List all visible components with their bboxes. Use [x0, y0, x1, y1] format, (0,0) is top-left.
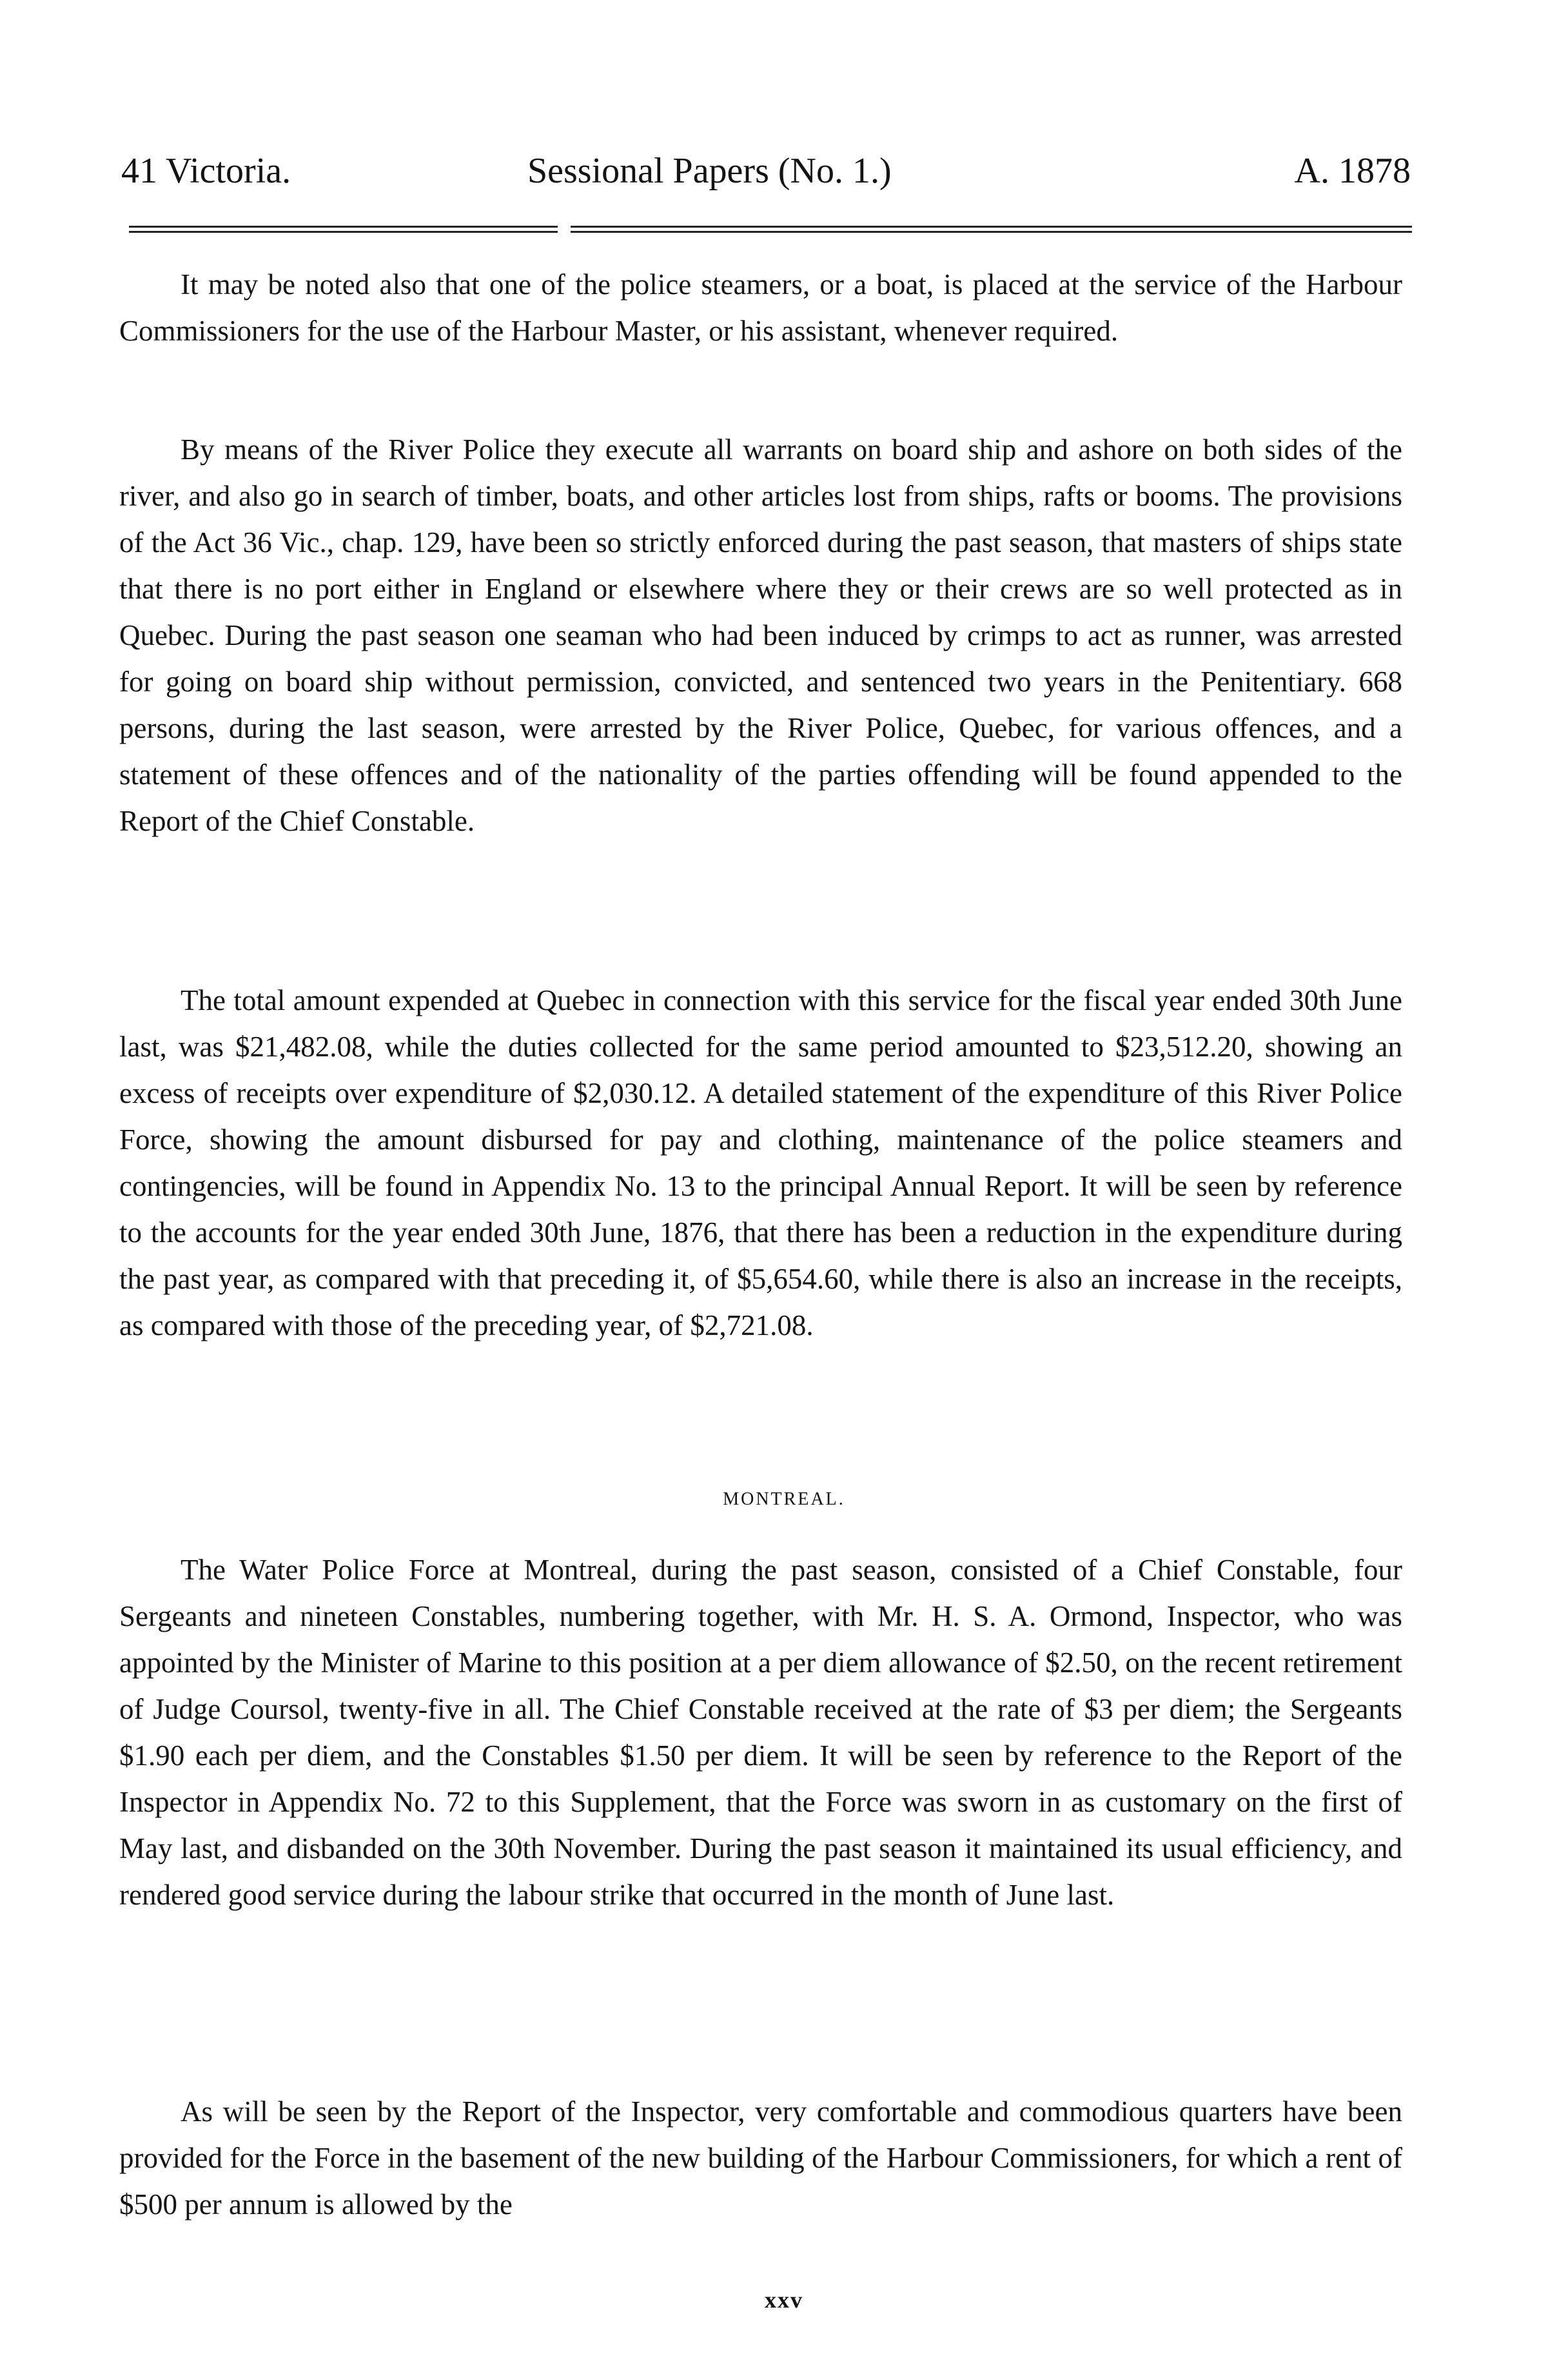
rule-segment-right: [571, 226, 1412, 228]
header-volume: 41 Victoria.: [121, 151, 291, 191]
header-title: Sessional Papers (No. 1.): [527, 151, 892, 191]
section-heading-montreal: MONTREAL.: [723, 1489, 845, 1509]
paragraph-expenditure: The total amount expended at Quebec in connection with this service for the fiscal year ended 30th June last, was $21,482.08, while the duties collected for the same period amounted to $23,512.20, showing an excess of receipts over expenditure of $2,030.12. A detailed statement of the expenditure of this River Police Force, showing the amount disbursed for pay and clothing, maintenance of the police steamers and contingencies, will be found in Appendix No. 13 to the principal Annual Report. It will be seen by reference to the accounts for the year ended 30th June, 1876, that there has been a reduction in the expenditure during the past year, as compared with that preceding it, of $5,654.60, while there is also an increase in the receipts, as compared with those of the preceding year, of $2,721.08.: [119, 984, 1402, 1341]
header-rule: [129, 226, 1412, 235]
page-number: xxv: [765, 2287, 803, 2313]
rule-segment-left-lower: [129, 231, 558, 233]
page-header: [121, 145, 1411, 197]
header-year: A. 1878: [1294, 151, 1411, 191]
rule-segment-left: [129, 226, 558, 228]
paragraph-quarters: As will be seen by the Report of the Inspector, very comfortable and commodious quarters have been provided for the Force in the basement of the new building of the Harbour Commissioners, for which a rent of $500 per annum is allowed by the: [119, 2095, 1402, 2220]
paragraph-river-police: By means of the River Police they execute all warrants on board ship and ashore on both sides of the river, and also go in search of timber, boats, and other articles lost from ships, rafts or booms. The provisions of the Act 36 Vic., chap. 129, have been so strictly enforced during the past season, that masters of ships state that there is no port either in England or elsewhere where they or their crews are so well protected as in Quebec. During the past season one seaman who had been induced by crimps to act as runner, was arrested for going on board ship without permission, convicted, and sentenced two years in the Penitentiary. 668 persons, during the last season, were arrested by the River Police, Quebec, for various offences, and a statement of these offences and of the nationality of the parties offending will be found appended to the Report of the Chief Constable.: [119, 433, 1402, 837]
paragraph-harbour-service: It may be noted also that one of the police steamers, or a boat, is placed at the service of the Harbour Commissioners for the use of the Harbour Master, or his assistant, whenever required.: [119, 268, 1402, 347]
rule-segment-right-lower: [571, 231, 1412, 233]
paragraph-water-police-montreal: The Water Police Force at Montreal, during the past season, consisted of a Chief Constable, four Sergeants and nineteen Constables, numbering together, with Mr. H. S. A. Ormond, Inspector, who was appointed by the Minister of Marine to this position at a per diem allowance of $2.50, on the recent retirement of Judge Coursol, twenty-five in all. The Chief Constable received at the rate of $3 per diem; the Sergeants $1.90 each per diem, and the Constables $1.50 per diem. It will be seen by reference to the Report of the Inspector in Appendix No. 72 to this Supplement, that the Force was sworn in as customary on the first of May last, and disbanded on the 30th November. During the past season it maintained its usual efficiency, and rendered good service during the labour strike that occurred in the month of June last.: [119, 1554, 1402, 1911]
